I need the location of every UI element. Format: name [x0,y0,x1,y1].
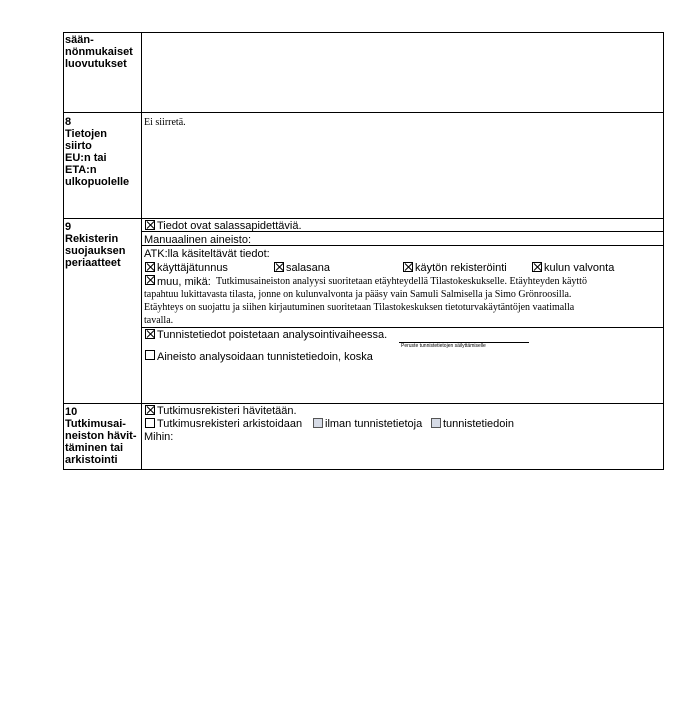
with-ids-checkbox[interactable] [431,418,441,428]
row-divider [63,403,664,404]
confidential-checkbox[interactable] [145,220,155,230]
register-destroyed-checkbox[interactable] [145,405,155,415]
ids-removed-checkbox[interactable] [145,329,155,339]
without-ids-label: ilman tunnistetietoja [325,418,423,430]
register-archived-checkbox[interactable] [145,418,155,428]
user-id-label: käyttäjätunnus [157,262,228,274]
table-border-top [63,32,664,33]
with-ids-label: tunnistetiedoin [443,418,514,430]
archive-location-label: Mihin: [144,431,174,443]
other-measures-prefix: muu, mikä: [157,276,211,288]
other-measures-text[interactable]: tavalla. [144,315,174,326]
ids-removed-label: Tunnistetiedot poistetaan analysointivaiheessa. [157,329,388,341]
field-divider [141,327,664,328]
access-control-checkbox[interactable] [532,262,542,272]
confidential-label: Tiedot ovat salassapidettäviä. [157,220,302,232]
section-7-label: sään- nönmukaiset luovutukset [65,34,133,70]
access-control-label: kulun valvonta [544,262,615,274]
register-destroyed-label: Tutkimusrekisteri hävitetään. [157,405,297,417]
other-measures-text[interactable]: Tutkimusaineiston analyysi suoritetaan etäyhteydellä Tilastokeskukselle. Etäyhteyden käyttö [216,276,587,287]
usage-logging-checkbox[interactable] [403,262,413,272]
section-9-label: 9 Rekisterin suojauksen periaatteet [65,221,126,269]
other-measures-checkbox[interactable] [145,275,155,285]
register-description-form [63,32,664,470]
password-label: salasana [286,262,331,274]
other-measures-text[interactable]: Etäyhteys on suojattu ja siihen kirjautuminen suoritetaan Tilastokeskuksen tietoturvakäytäntöjen vaatimalla [144,302,575,313]
manual-material-label: Manuaalinen aineisto: [144,234,252,246]
analysed-with-ids-checkbox[interactable] [145,350,155,360]
password-checkbox[interactable] [274,262,284,272]
retention-reason-label: Peruste tunnistetietojen säilyttämiselle [401,343,486,349]
without-ids-checkbox[interactable] [313,418,323,428]
other-measures-text[interactable]: tapahtuu lukittavasta tilasta, jonne on kulunvalvonta ja pääsy vain Samuli Salmisella ja Simo Grönroosilla. [144,289,572,300]
row-divider [63,112,664,113]
table-border-right [663,32,664,470]
user-id-checkbox[interactable] [145,262,155,272]
analysed-with-ids-label: Aineisto analysoidaan tunnistetiedoin, koska [157,351,373,363]
table-border-bottom [63,469,664,470]
register-archived-label: Tutkimusrekisteri arkistoidaan [157,418,303,430]
section-10-label: 10 Tutkimusai- neiston hävit- täminen tai arkistointi [65,406,137,466]
atk-data-heading: ATK:lla käsiteltävät tiedot: [144,248,270,260]
transfer-outside-eu-value[interactable]: Ei siirretä. [144,117,186,128]
table-border-left [63,32,64,470]
column-divider [141,32,142,470]
usage-logging-label: käytön rekisteröinti [415,262,507,274]
section-8-label: 8 Tietojen siirto EU:n tai ETA:n ulkopuolelle [65,116,130,188]
row-divider [63,218,664,219]
